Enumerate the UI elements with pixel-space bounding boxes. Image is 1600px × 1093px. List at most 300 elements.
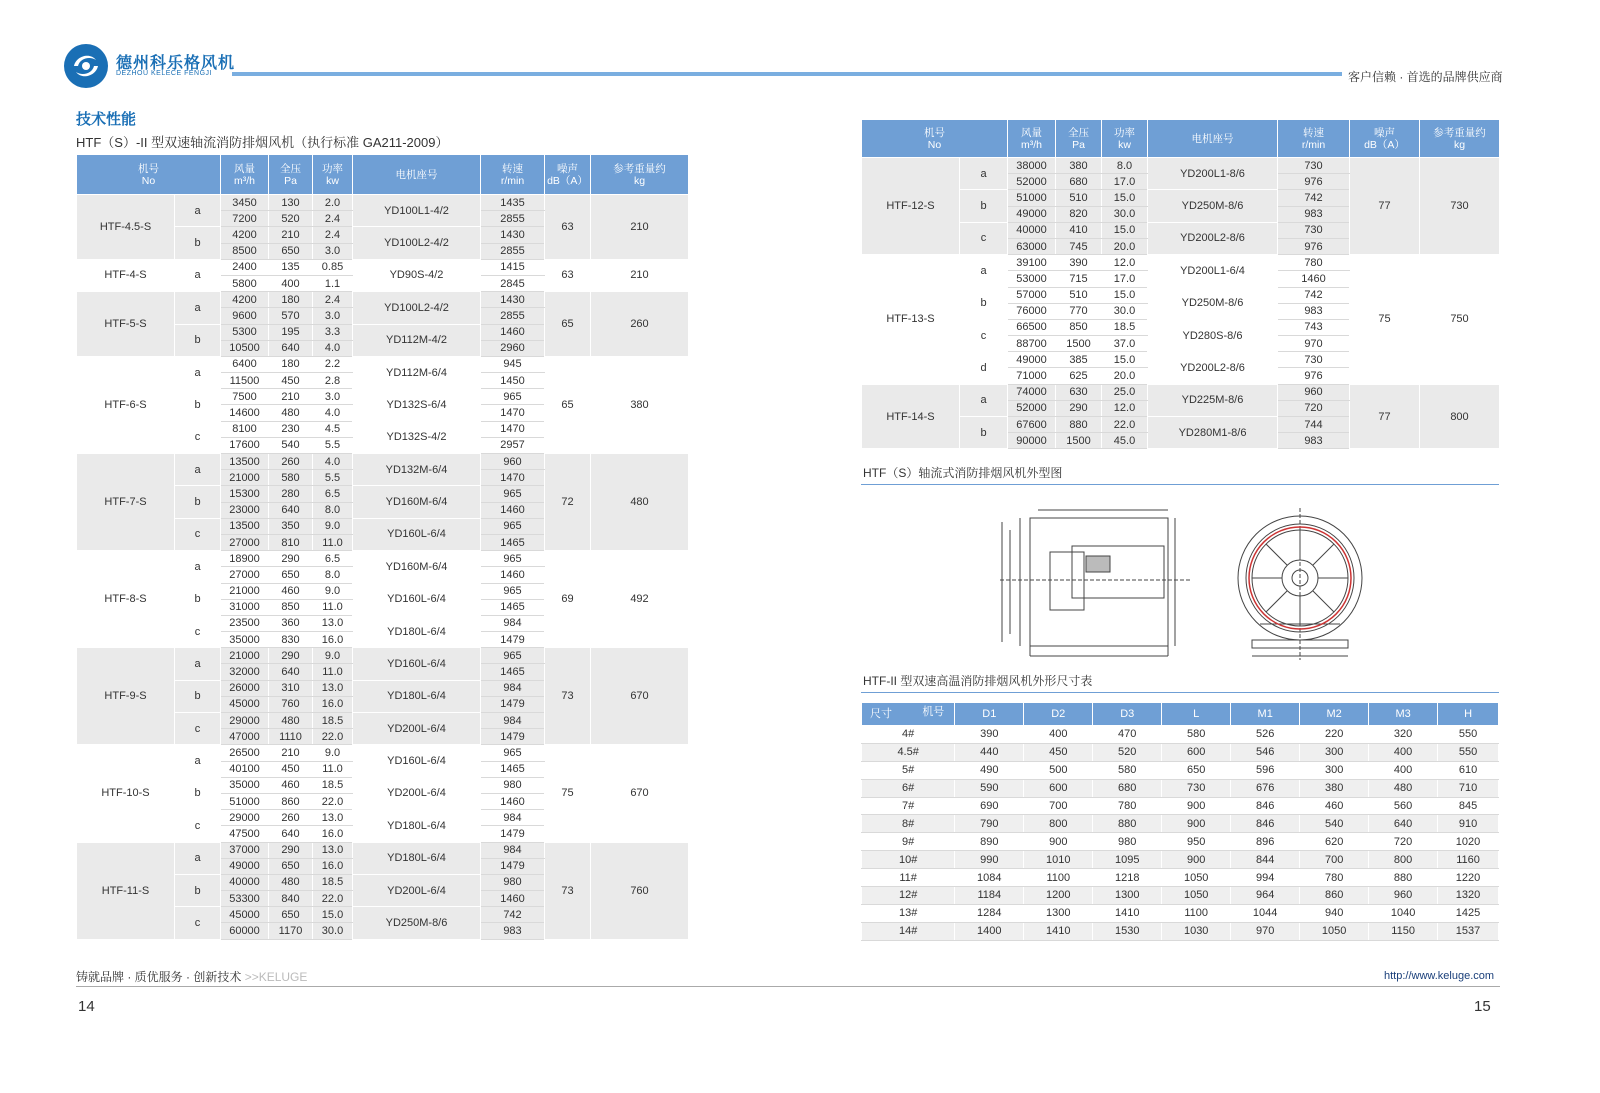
pressure-cell: 840 (269, 891, 313, 907)
pressure-cell: 210 (269, 227, 313, 243)
power-cell: 25.0 (1102, 384, 1148, 400)
motor-cell: YD180L-6/4 (353, 842, 481, 874)
dimension-value-cell: 400 (1024, 726, 1093, 744)
weight-cell: 260 (591, 292, 689, 357)
dimension-row (862, 726, 1499, 744)
speed-cell: 983 (1278, 433, 1350, 449)
column-header: 转速 r/min (481, 155, 545, 195)
power-cell: 1.1 (313, 275, 353, 291)
airflow-cell: 49000 (221, 858, 269, 874)
power-cell: 8.0 (313, 502, 353, 518)
airflow-cell: 5800 (221, 275, 269, 291)
pressure-cell: 510 (1056, 287, 1102, 303)
power-cell: 4.0 (313, 340, 353, 356)
weight-cell: 210 (591, 195, 689, 260)
pressure-cell: 540 (269, 437, 313, 453)
dimension-value-cell: 590 (955, 779, 1024, 797)
dimension-value-cell: 440 (955, 743, 1024, 761)
speed-cell: 743 (1278, 319, 1350, 335)
weight-cell: 750 (1420, 255, 1500, 385)
main-table-caption: HTF（S）-II 型双速轴流消防排烟风机（执行标准 GA211-2009） (76, 135, 449, 150)
dimension-value-cell: 1050 (1300, 922, 1369, 940)
sub-type-cell: b (175, 227, 221, 259)
power-cell: 3.0 (313, 389, 353, 405)
speed-cell: 1465 (481, 599, 545, 615)
pressure-cell: 460 (269, 583, 313, 599)
dimension-model-cell: 13# (862, 904, 955, 922)
sub-type-cell: a (175, 842, 221, 874)
power-cell: 4.5 (313, 421, 353, 437)
sub-type-cell: c (175, 810, 221, 842)
airflow-cell: 45000 (221, 907, 269, 923)
dimension-model-cell: 8# (862, 815, 955, 833)
speed-cell: 984 (481, 615, 545, 631)
motor-cell: YD90S-4/2 (353, 259, 481, 291)
dimension-table (861, 702, 1499, 941)
pressure-cell: 210 (269, 389, 313, 405)
speed-cell: 984 (481, 680, 545, 696)
speed-cell: 2855 (481, 308, 545, 324)
table-row (77, 195, 689, 211)
table-row (862, 255, 1500, 271)
speed-cell: 1460 (481, 502, 545, 518)
dimension-value-cell: 710 (1438, 779, 1499, 797)
airflow-cell: 6400 (221, 356, 269, 372)
dimension-value-cell: 846 (1231, 815, 1300, 833)
weight-cell: 670 (591, 745, 689, 842)
pressure-cell: 770 (1056, 303, 1102, 319)
pressure-cell: 360 (269, 615, 313, 631)
speed-cell: 960 (481, 454, 545, 470)
column-header: 风量 m³/h (221, 155, 269, 195)
speed-cell: 1430 (481, 292, 545, 308)
dimension-value-cell: 650 (1162, 761, 1231, 779)
dimension-row (862, 851, 1499, 869)
brand-name-cn: 德州科乐格风机 (116, 55, 236, 72)
dimension-value-cell: 800 (1369, 851, 1438, 869)
airflow-cell: 39100 (1008, 255, 1056, 271)
motor-cell: YD132S-4/2 (353, 421, 481, 453)
column-header: 电机座号 (353, 155, 481, 195)
motor-cell: YD132M-6/4 (353, 454, 481, 486)
dimension-value-cell: 990 (955, 851, 1024, 869)
sub-type-cell: c (175, 907, 221, 939)
airflow-cell: 23000 (221, 502, 269, 518)
speed-cell: 983 (1278, 206, 1350, 222)
pressure-cell: 850 (1056, 319, 1102, 335)
motor-cell: YD180L-6/4 (353, 810, 481, 842)
motor-cell: YD100L2-4/2 (353, 292, 481, 324)
pressure-cell: 640 (269, 340, 313, 356)
power-cell: 16.0 (313, 632, 353, 648)
airflow-cell: 40000 (1008, 222, 1056, 238)
power-cell: 17.0 (1102, 174, 1148, 190)
dimension-value-cell: 450 (1024, 743, 1093, 761)
weight-cell: 760 (591, 842, 689, 939)
motor-cell: YD160L-6/4 (353, 745, 481, 777)
speed-cell: 1479 (481, 826, 545, 842)
dimension-value-cell: 1530 (1093, 922, 1162, 940)
airflow-cell: 8100 (221, 421, 269, 437)
airflow-cell: 29000 (221, 713, 269, 729)
pressure-cell: 760 (269, 696, 313, 712)
airflow-cell: 31000 (221, 599, 269, 615)
dimension-value-cell: 320 (1369, 726, 1438, 744)
motor-cell: YD200L-6/4 (353, 777, 481, 809)
airflow-cell: 13500 (221, 518, 269, 534)
dimension-column-header: M2 (1300, 703, 1369, 726)
weight-cell: 210 (591, 259, 689, 291)
dimension-value-cell: 526 (1231, 726, 1300, 744)
speed-cell: 1430 (481, 227, 545, 243)
dimension-value-cell: 994 (1231, 869, 1300, 887)
airflow-cell: 26000 (221, 680, 269, 696)
airflow-cell: 7500 (221, 389, 269, 405)
power-cell: 18.5 (313, 777, 353, 793)
weight-cell: 670 (591, 648, 689, 745)
corner-label-model: 机号 (922, 706, 945, 718)
speed-cell: 1479 (481, 632, 545, 648)
power-cell: 2.4 (313, 211, 353, 227)
noise-cell: 63 (545, 259, 591, 291)
pressure-cell: 135 (269, 259, 313, 275)
power-cell: 20.0 (1102, 238, 1148, 254)
pressure-cell: 510 (1056, 190, 1102, 206)
speed-cell: 720 (1278, 400, 1350, 416)
power-cell: 9.0 (313, 518, 353, 534)
footer-text: 铸就品牌 · 质优服务 · 创新技术 (76, 970, 242, 984)
dimension-value-cell: 790 (955, 815, 1024, 833)
pressure-cell: 1500 (1056, 336, 1102, 352)
pressure-cell: 745 (1056, 238, 1102, 254)
sub-type-cell: b (175, 389, 221, 421)
noise-cell: 75 (1350, 255, 1420, 385)
speed-cell: 1460 (481, 324, 545, 340)
weight-cell: 800 (1420, 384, 1500, 449)
dimension-value-cell: 700 (1300, 851, 1369, 869)
power-cell: 22.0 (313, 891, 353, 907)
motor-cell: YD250M-8/6 (1148, 287, 1278, 319)
airflow-cell: 88700 (1008, 336, 1056, 352)
power-cell: 17.0 (1102, 271, 1148, 287)
dimension-row (862, 833, 1499, 851)
model-cell: HTF-8-S (77, 551, 175, 648)
pressure-cell: 480 (269, 405, 313, 421)
speed-cell: 1460 (1278, 271, 1350, 287)
dimension-value-cell: 500 (1024, 761, 1093, 779)
model-cell: HTF-11-S (77, 842, 175, 939)
sub-type-cell: c (960, 222, 1008, 254)
airflow-cell: 2400 (221, 259, 269, 275)
airflow-cell: 11500 (221, 373, 269, 389)
noise-cell: 77 (1350, 158, 1420, 255)
power-cell: 13.0 (313, 615, 353, 631)
dimension-value-cell: 900 (1024, 833, 1093, 851)
power-cell: 2.4 (313, 227, 353, 243)
sub-type-cell: b (175, 874, 221, 906)
dimension-model-cell: 9# (862, 833, 955, 851)
dimension-value-cell: 550 (1438, 743, 1499, 761)
dimension-value-cell: 580 (1162, 726, 1231, 744)
dimension-model-cell: 4.5# (862, 743, 955, 761)
sub-type-cell: c (175, 421, 221, 453)
dimension-value-cell: 1150 (1369, 922, 1438, 940)
speed-cell: 965 (481, 551, 545, 567)
pressure-cell: 130 (269, 195, 313, 211)
dimension-value-cell: 730 (1162, 779, 1231, 797)
pressure-cell: 450 (269, 761, 313, 777)
pressure-cell: 290 (269, 648, 313, 664)
motor-cell: YD160M-6/4 (353, 486, 481, 518)
sub-type-cell: a (960, 158, 1008, 190)
table-header-row (862, 120, 1500, 158)
airflow-cell: 15300 (221, 486, 269, 502)
speed-cell: 1479 (481, 858, 545, 874)
corner-label-size: 尺寸 (870, 708, 892, 720)
dimension-value-cell: 1537 (1438, 922, 1499, 940)
sub-type-cell: b (175, 486, 221, 518)
motor-cell: YD180L-6/4 (353, 615, 481, 647)
pressure-cell: 810 (269, 534, 313, 550)
dimension-value-cell: 1095 (1093, 851, 1162, 869)
model-cell: HTF-7-S (77, 454, 175, 551)
speed-cell: 976 (1278, 368, 1350, 384)
motor-cell: YD160L-6/4 (353, 583, 481, 615)
column-header: 噪声 dB（A） (545, 155, 591, 195)
speed-cell: 945 (481, 356, 545, 372)
airflow-cell: 21000 (221, 583, 269, 599)
sub-type-cell: a (960, 255, 1008, 287)
dimension-value-cell: 1218 (1093, 869, 1162, 887)
power-cell: 15.0 (1102, 287, 1148, 303)
sub-type-cell: c (175, 518, 221, 550)
airflow-cell: 4200 (221, 292, 269, 308)
column-header: 全压 Pa (1056, 120, 1102, 158)
motor-cell: YD280M1-8/6 (1148, 417, 1278, 449)
sub-type-cell: b (960, 287, 1008, 319)
sub-type-cell: a (960, 384, 1008, 416)
pressure-cell: 350 (269, 518, 313, 534)
dimension-column-header: D1 (955, 703, 1024, 726)
dimension-value-cell: 460 (1300, 797, 1369, 815)
dimension-value-cell: 780 (1093, 797, 1162, 815)
airflow-cell: 35000 (221, 632, 269, 648)
noise-cell: 73 (545, 648, 591, 745)
sub-type-cell: a (175, 292, 221, 324)
dimension-value-cell: 900 (1162, 797, 1231, 815)
dimension-value-cell: 550 (1438, 726, 1499, 744)
dimension-value-cell: 964 (1231, 887, 1300, 905)
dimension-column-header: D2 (1024, 703, 1093, 726)
power-cell: 20.0 (1102, 368, 1148, 384)
dimension-header-row (862, 703, 1499, 726)
speed-cell: 1460 (481, 567, 545, 583)
power-cell: 13.0 (313, 680, 353, 696)
airflow-cell: 37000 (221, 842, 269, 858)
power-cell: 15.0 (1102, 190, 1148, 206)
dimension-value-cell: 380 (1300, 779, 1369, 797)
power-cell: 30.0 (1102, 303, 1148, 319)
power-cell: 18.5 (313, 874, 353, 890)
dimension-model-cell: 5# (862, 761, 955, 779)
dimension-value-cell: 560 (1369, 797, 1438, 815)
speed-cell: 976 (1278, 174, 1350, 190)
speed-cell: 1470 (481, 421, 545, 437)
dimension-model-cell: 7# (862, 797, 955, 815)
airflow-cell: 49000 (1008, 352, 1056, 368)
airflow-cell: 13500 (221, 454, 269, 470)
dimension-value-cell: 600 (1162, 743, 1231, 761)
dimension-table-caption: HTF-II 型双速高温消防排烟风机外形尺寸表 (863, 674, 1093, 688)
footer-tagline (76, 968, 307, 985)
dimension-column-header: L (1162, 703, 1231, 726)
power-cell: 12.0 (1102, 400, 1148, 416)
brand-name-en: DEZHOU KELECE FENGJI (116, 70, 212, 77)
table-row (77, 356, 689, 372)
dimension-row (862, 815, 1499, 833)
page-number-left: 14 (78, 998, 95, 1015)
airflow-cell: 27000 (221, 567, 269, 583)
company-logo-icon (64, 44, 108, 88)
power-cell: 12.0 (1102, 255, 1148, 271)
column-header: 参考重量约 kg (1420, 120, 1500, 158)
airflow-cell: 10500 (221, 340, 269, 356)
power-cell: 18.5 (313, 713, 353, 729)
pressure-cell: 180 (269, 292, 313, 308)
speed-cell: 1460 (481, 891, 545, 907)
noise-cell: 65 (545, 356, 591, 453)
dimension-value-cell: 1100 (1024, 869, 1093, 887)
power-cell: 37.0 (1102, 336, 1148, 352)
pressure-cell: 210 (269, 745, 313, 761)
power-cell: 30.0 (1102, 206, 1148, 222)
dimension-value-cell: 720 (1369, 833, 1438, 851)
sub-type-cell: c (960, 319, 1008, 351)
pressure-cell: 1170 (269, 923, 313, 939)
dimension-value-cell: 300 (1300, 761, 1369, 779)
dimension-value-cell: 470 (1093, 726, 1162, 744)
power-cell: 8.0 (313, 567, 353, 583)
airflow-cell: 53000 (1008, 271, 1056, 287)
pressure-cell: 460 (269, 777, 313, 793)
motor-cell: YD132S-6/4 (353, 389, 481, 421)
pressure-cell: 570 (269, 308, 313, 324)
dimension-row (862, 904, 1499, 922)
model-cell: HTF-12-S (862, 158, 960, 255)
airflow-cell: 45000 (221, 696, 269, 712)
dimension-value-cell: 1284 (955, 904, 1024, 922)
sub-type-cell: a (175, 745, 221, 777)
power-cell: 9.0 (313, 583, 353, 599)
dimension-value-cell: 580 (1093, 761, 1162, 779)
dimension-row (862, 922, 1499, 940)
airflow-cell: 74000 (1008, 384, 1056, 400)
speed-cell: 970 (1278, 336, 1350, 352)
footer-url[interactable]: http://www.keluge.com (1384, 970, 1495, 982)
dimension-value-cell: 620 (1300, 833, 1369, 851)
table-row (77, 842, 689, 858)
dimension-model-cell: 12# (862, 887, 955, 905)
dimension-value-cell: 520 (1093, 743, 1162, 761)
airflow-cell: 32000 (221, 664, 269, 680)
speed-cell: 1470 (481, 405, 545, 421)
section-title: 技术性能 (76, 111, 137, 128)
column-header: 参考重量约 kg (591, 155, 689, 195)
speed-cell: 744 (1278, 417, 1350, 433)
pressure-cell: 260 (269, 454, 313, 470)
airflow-cell: 23500 (221, 615, 269, 631)
power-cell: 4.0 (313, 405, 353, 421)
dimension-value-cell: 640 (1369, 815, 1438, 833)
table-row (862, 384, 1500, 400)
pressure-cell: 820 (1056, 206, 1102, 222)
logo-swirl-icon (64, 44, 108, 88)
sub-type-cell: c (175, 615, 221, 647)
motor-cell: YD180L-6/4 (353, 680, 481, 712)
dimension-value-cell: 1400 (955, 922, 1024, 940)
sub-type-cell: c (175, 713, 221, 745)
speed-cell: 2845 (481, 275, 545, 291)
dimension-value-cell: 700 (1024, 797, 1093, 815)
speed-cell: 780 (1278, 255, 1350, 271)
column-header: 噪声 dB（A） (1350, 120, 1420, 158)
motor-cell: YD200L2-8/6 (1148, 222, 1278, 254)
noise-cell: 75 (545, 745, 591, 842)
table-row (77, 745, 689, 761)
motor-cell: YD280S-8/6 (1148, 319, 1278, 351)
dimension-value-cell: 980 (1093, 833, 1162, 851)
power-cell: 15.0 (1102, 222, 1148, 238)
dimension-value-cell: 400 (1369, 743, 1438, 761)
pressure-cell: 630 (1056, 384, 1102, 400)
speed-cell: 983 (481, 923, 545, 939)
airflow-cell: 67600 (1008, 417, 1056, 433)
airflow-cell: 52000 (1008, 174, 1056, 190)
dimension-model-cell: 11# (862, 869, 955, 887)
dimension-value-cell: 546 (1231, 743, 1300, 761)
power-cell: 6.5 (313, 551, 353, 567)
airflow-cell: 90000 (1008, 433, 1056, 449)
sub-type-cell: a (175, 356, 221, 388)
pressure-cell: 385 (1056, 352, 1102, 368)
dimension-corner-header (862, 703, 955, 726)
column-header: 转速 r/min (1278, 120, 1350, 158)
dimension-value-cell: 400 (1369, 761, 1438, 779)
dimension-value-cell: 1410 (1093, 904, 1162, 922)
airflow-cell: 8500 (221, 243, 269, 259)
pressure-cell: 280 (269, 486, 313, 502)
table-header-row (77, 155, 689, 195)
figure-caption-rule (861, 484, 1499, 485)
power-cell: 15.0 (1102, 352, 1148, 368)
airflow-cell: 18900 (221, 551, 269, 567)
motor-cell: YD200L-6/4 (353, 713, 481, 745)
power-cell: 16.0 (313, 826, 353, 842)
table-row (77, 259, 689, 275)
dimension-value-cell: 1200 (1024, 887, 1093, 905)
power-cell: 22.0 (313, 793, 353, 809)
pressure-cell: 715 (1056, 271, 1102, 287)
dimension-value-cell: 220 (1300, 726, 1369, 744)
airflow-cell: 7200 (221, 211, 269, 227)
airflow-cell: 52000 (1008, 400, 1056, 416)
dimension-caption-rule (861, 692, 1499, 693)
pressure-cell: 650 (269, 567, 313, 583)
motor-cell: YD200L1-6/4 (1148, 255, 1278, 287)
airflow-cell: 51000 (1008, 190, 1056, 206)
pressure-cell: 640 (269, 664, 313, 680)
airflow-cell: 66500 (1008, 319, 1056, 335)
